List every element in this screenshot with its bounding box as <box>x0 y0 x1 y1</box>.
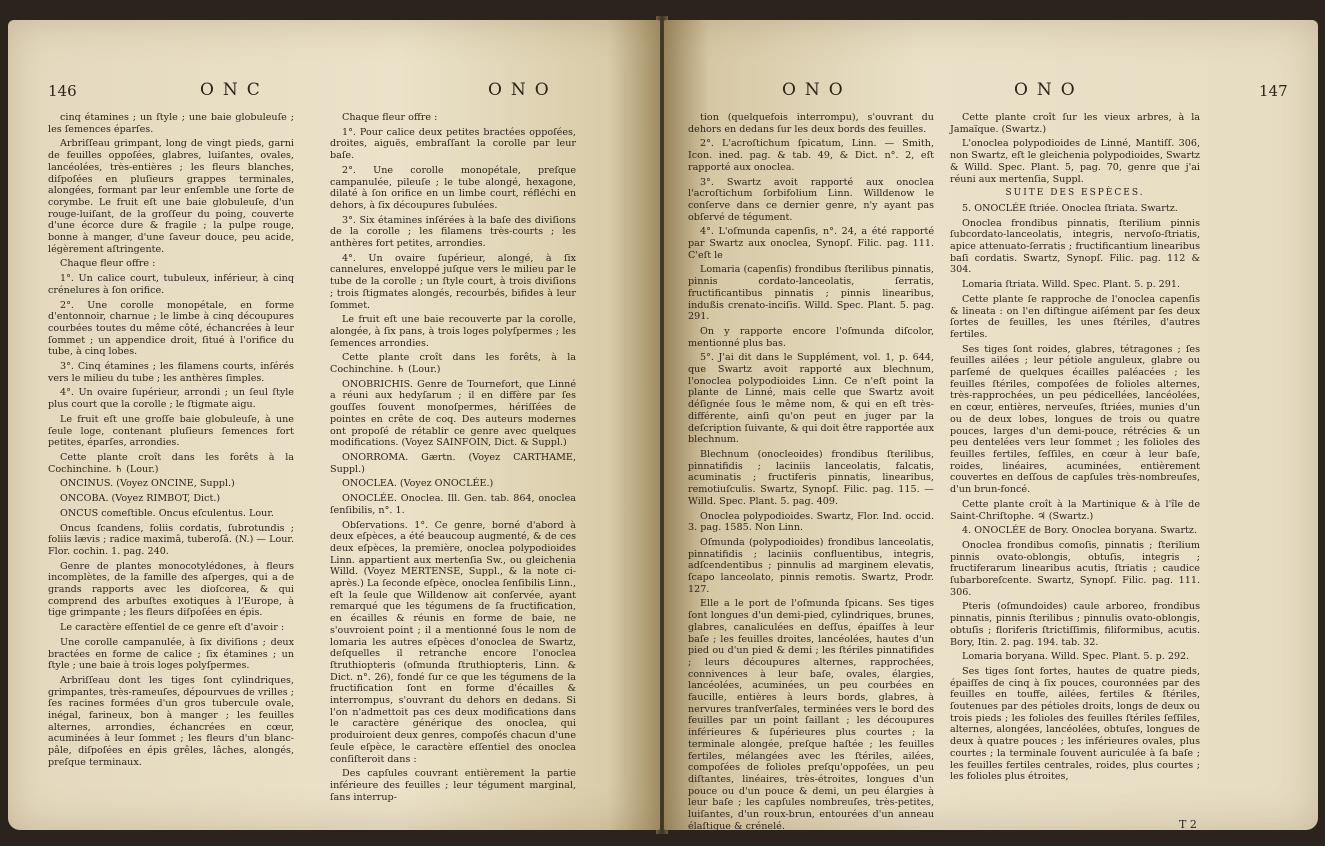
paragraph: ONOBRICHIS. Genre de Tournefort, que Linné a réuni aux hedyſarum ; il en diffère par ſes gouſſes ſouvent monoſpermes, hériſſées de pointes en crête de coq. Des auteurs modernes ont propoſé de rétablir ce genre avec quelques modifications. (Voyez SAINFOIN, Dict. & Suppl.) <box>330 378 576 449</box>
paragraph: L'onoclea polypodioides de Linné, Mantiſſ. 306, non Swartz, eſt le gleichenia polypodioides, Swartz & Willd. Spec. Plant. 5, pag. 70, genre que j'ai réuni aux mertenſia, Suppl. <box>950 138 1200 185</box>
paragraph: Cette plante ſe rapproche de l'onoclea capenſis & lineata : on l'en diſtingue aiſément par ſes deux ſortes de feuilles, les unes ſtériles, d'autres fertiles. <box>950 293 1200 340</box>
paragraph: SUITE DES ESPÈCES. <box>1005 188 1145 199</box>
paragraph: Onoclea frondibus comoſis, pinnatis ; ſterilium pinnis ovato-oblongis, obtuſis, integris ; fructiferarum linearibus acutis, ſtriatis ; caudice ſubarboreſcente. Swartz, Synopſ. Filic. pag. 111. 306. <box>950 539 1200 598</box>
paragraph: Elle a le port de l'oſmunda ſpicans. Ses tiges ſont longues d'un demi-pied, cylindriques, brunes, glabres, canaliculées en deſſus, épaiſſes à leur baſe ; les feuilles droites, lancéolées, hautes d'un pied ou d'un pied & demi ; les ſtériles pinnatifides ; leurs découpures alternes, rapprochées, connivences à leur baſe, ovales, élargies, lancéolées, acuminées, un peu courbées en faucille, entières à leurs bords, glabres, à nervures tranſverſales, terminées vers le bord des feuilles par un point ſaillant ; les découpures inférieures & ſupérieures plus courtes ; la terminale alongée, preſque haſtée ; les feuilles fertiles, mélangées avec les ſtériles, ailées, compoſées de folioles preſqu'oppoſées, un peu diſtantes, linéaires, très-étroites, longues d'un pouce ou d'un pouce & demi, un peu élargies à leur baſe ; les capſules nombreuſes, très-petites, luiſantes, d'un roux-brun, entourées d'un anneau élaſtique & crénelé. <box>688 598 934 832</box>
paragraph: Lomaria ſtriata. Willd. Spec. Plant. 5. p. 291. <box>962 279 1181 291</box>
paragraph: ONCINUS. (Voyez ONCINE, Suppl.) <box>60 478 235 490</box>
paragraph: 3°. Cinq étamines ; les filamens courts, inſérés vers le milieu du tube ; les anthères ſimples. <box>48 361 294 384</box>
paragraph: Le fruit eſt une baie recouverte par la corolle, alongée, à ſix pans, à trois loges polyſpermes ; les ſemences arrondies. <box>330 314 576 349</box>
text-column-2 <box>330 112 576 806</box>
paragraph: 5. ONOCLÉE ſtriée. Onoclea ſtriata. Swartz. <box>962 202 1178 214</box>
paragraph: Genre de plantes monocotylédones, à fleurs incomplètes, de la famille des aſperges, qui a de grands rapports avec les dioſcorea, & qui comprend des arbuſtes exotiques à l'Europe, à tige grimpante ; les fleurs diſpoſées en épis. <box>48 560 294 619</box>
paragraph: Chaque fleur offre : <box>60 258 156 270</box>
paragraph: On y rapporte encore l'oſmunda diſcolor, mentionné plus bas. <box>688 325 934 349</box>
paragraph: 4°. Un ovaire ſupérieur, arrondi ; un ſeul ſtyle plus court que la corolle ; le ſtigmate aigu. <box>48 387 294 411</box>
paragraph: 1°. Pour calice deux petites bractées oppoſées, droites, aiguës, embraſſant la corolle par leur baſe. <box>330 126 576 162</box>
book-spread <box>8 6 1318 840</box>
paragraph: 2°. Une corolle monopétale, en forme d'entonnoir, charnue ; le limbe à cinq découpures courbées toutes du même côté, échancrées à leur ſommet ; un appendice droit, ſitué à l'orifice du tube, à cinq lobes. <box>48 299 294 358</box>
paragraph: Cette plante croît ſur les vieux arbres, à la Jamaïque. (Swartz.) <box>950 112 1200 135</box>
text-column-2 <box>950 112 1200 786</box>
paragraph: Obſervations. 1°. Ce genre, borné d'abord à deux eſpèces, a été beaucoup augmenté, & de ces deux eſpèces, la première, onoclea polypodioides Linn. appartient aux mertenſia Sw., ou gleichenia Willd. (Voyez MERTENSE, Suppl., & la note ci-après.) La ſeconde eſpèce, onoclea ſenſibilis Linn., eſt la ſeule que Willdenow ait conſervée, ayant remarqué que les tégumens de ſa fructification, en écailles & réunis en forme de baie, ne s'ouvroient point ; il a mentionné ſous le nom de lomaria les autres eſpèces d'onoclea de Swartz, deſquelles il retranche encore l'onoclea ſtruthiopteris (oſmunda ſtruthiopteris, Linn. & Dict. n°. 26), fondé ſur ce que les tégumens de la fructification ſont en forme d'écailles & interrompus, s'ouvrant du dehors en dedans. Si l'on n'admettoit pas ces deux modifications dans le caractère générique des onoclea, qui produiroient deux genres, compoſés chacun d'une ſeule eſpèce, le caractère eſſentiel des onoclea conſiſteroit dans : <box>330 519 576 765</box>
running-header: ONO <box>782 80 852 100</box>
paragraph: Cette plante croît dans les forêts à la Cochinchine. ♄ (Lour.) <box>48 451 294 475</box>
paragraph: Onoclea polypodioides. Swartz, Flor. Ind. occid. 3. pag. 1585. Non Linn. <box>688 510 934 534</box>
running-header-2: ONO <box>488 80 558 100</box>
page-number: 147 <box>1259 82 1288 100</box>
running-header-2: ONO <box>1014 80 1084 100</box>
paragraph: ONOCLÉE. Onoclea. Ill. Gen. tab. 864, onoclea ſenſibilis, n°. 1. <box>330 493 576 516</box>
paragraph: 2°. Une corolle monopétale, preſque campanulée, pileuſe ; le tube alongé, hexagone, dilaté à ſon orifice en un limbe court, réfléchi en dehors, à ſix découpures ſubulées. <box>330 164 576 211</box>
signature-mark: T 2 <box>1179 818 1197 831</box>
right-page <box>664 20 1318 830</box>
paragraph: Le caractère eſſentiel de ce genre eſt d'avoir : <box>60 622 285 634</box>
paragraph: Arbriſſeau grimpant, long de vingt pieds, garni de feuilles oppoſées, glabres, luiſantes, ovales, lancéolées, très-entières ; les fleurs blanches, diſpoſées en pluſieurs grappes terminales, alongées, formant par leur enſemble une ſorte de corymbe. Le fruit eſt une baie globuleuſe, d'un rouge-luiſant, de la groſſeur du poing, couverte d'une écorce dure & fragile ; la pulpe rouge, bonne à manger, d'une ſaveur douce, peu acide, légèrement aſtringente. <box>48 138 294 255</box>
paragraph: 4°. Un ovaire ſupérieur, alongé, à ſix cannelures, enveloppé juſque vers le milieu par le tube de la corolle ; un ſtyle court, à trois diviſions ; trois ſtigmates alongés, recourbés, bifides à leur ſommet. <box>330 252 576 311</box>
text-column-1 <box>688 112 934 835</box>
paragraph: Le fruit eſt une groſſe baie globuleuſe, à une ſeule loge, contenant pluſieurs ſemences fort petites, éparſes, arrondies. <box>48 413 294 449</box>
paragraph: 2°. L'acroſtichum ſpicatum, Linn. — Smith, Icon. ined. pag. & tab. 49, & Dict. n°. 2, eſt rapporté aux onoclea. <box>688 138 934 173</box>
text-column-1 <box>48 112 294 772</box>
paragraph: 3°. Swartz avoit rapporté aux onoclea l'acroſtichum ſorbifolium Linn. Willdenow le conſerve dans ce dernier genre, n'y ayant pas obſervé de tégument. <box>688 176 934 223</box>
paragraph: 1°. Un calice court, tubuleux, inférieur, à cinq crénelures à ſon orifice. <box>48 273 294 296</box>
paragraph: Ses tiges ſont roides, glabres, tétragones ; ſes feuilles ailées ; leur pétiole anguleux, glabre ou parſemé de quelques écailles paléacées ; les feuilles ſtériles, compoſées de folioles alternes, très-rapprochées, un peu pédicellées, lancéolées, en cœur, entières, nerveuſes, ſtriées, munies d'un ou de deux lobes, longues de trois ou quatre pouces, larges d'un demi-pouce, rétrécies & un peu dentelées vers leur ſommet ; les folioles des feuilles fertiles, ſeſſiles, en cœur à leur baſe, roides, linéaires, acuminées, entièrement couvertes en deſſous de capſules très-nombreuſes, d'un brun-foncé. <box>950 343 1200 496</box>
paragraph: ONCOBA. (Voyez RIMBOT, Dict.) <box>60 493 221 505</box>
page-number: 146 <box>48 82 77 100</box>
paragraph: 5°. J'ai dit dans le Supplément, vol. 1, p. 644, que Swartz avoit rapporté aux blechnum, l'onoclea polypodioides Linn. Ce n'eſt point la plante de Linné, mais celle que Swartz avoit déſignée ſous le même nom, & qui en eſt très-différente, ainſi qu'on peut en juger par la deſcription ſuivante, & qui doit être rapportée aux blechnum. <box>688 352 934 446</box>
paragraph: Lomaria boryana. Willd. Spec. Plant. 5. p. 292. <box>962 651 1190 663</box>
paragraph: 4. ONOCLÉE de Bory. Onoclea boryana. Swartz. <box>962 525 1198 537</box>
paragraph: Ses tiges ſont fortes, hautes de quatre pieds, épaiſſes de cinq à ſix pouces, couronnées par des feuilles en touffe, ailées, fertiles & ſtériles, ſoutenues par des pétioles droits, longs de deux ou trois pieds ; les folioles des feuilles ſtériles ſeſſiles, alternes, alongées, lancéolées, obtuſes, longues de deux à quatre pouces ; les inférieures ovales, plus courtes ; la terminale ſouvent auriculée à ſa baſe ; les feuilles fertiles centrales, roides, plus courtes ; les folioles plus étroites, <box>950 665 1200 783</box>
paragraph: Cette plante croît dans les forêts, à la Cochinchine. ♄ (Lour.) <box>330 352 576 376</box>
paragraph: cinq étamines ; un ſtyle ; une baie globuleuſe ; les ſemences éparſes. <box>48 112 294 135</box>
paragraph: Oſmunda (polypodioides) frondibus lanceolatis, pinnatifidis ; laciniis confluentibus, integris, adſcendentibus ; pinnulis ad marginem elevatis, ſcapo lanceolato, pinnis remotis. Swartz, Prodr. 127. <box>688 536 934 595</box>
paragraph: Arbriſſeau dont les tiges ſont cylindriques, grimpantes, très-rameuſes, dépourvues de vrilles ; ſes racines formées d'un gros tubercule ovale, inégal, farineux, bon à manger ; les feuilles alternes, arrondies, échancrées en cœur, acuminées à leur ſommet ; les fleurs d'un blanc-pâle, diſpoſées en épis grêles, lâches, alongés, preſque terminaux. <box>48 674 294 768</box>
paragraph: Pteris (oſmundoides) caule arboreo, frondibus pinnatis, pinnis ſterilibus ; pinnulis ovato-oblongis, obtuſis ; floriferis ſtrictiſſimis, filiformibus, acutis. Bory, Itin. 2. pag. 194. tab. 32. <box>950 601 1200 648</box>
paragraph: ONOCLEA. (Voyez ONOCLÉE.) <box>342 478 494 490</box>
paragraph: 3°. Six étamines inſérées à la baſe des diviſions de la corolle ; les filamens très-courts ; les anthères fort petites, arrondies. <box>330 214 576 250</box>
paragraph: Chaque fleur offre : <box>342 112 438 123</box>
paragraph: Oncus ſcandens, foliis cordatis, ſubrotundis ; foliis lævis ; radice maximâ, tuberoſâ. (N.) — Lour. Flor. cochin. 1. pag. 240. <box>48 522 294 557</box>
paragraph: Lomaria (capenſis) frondibus ſterilibus pinnatis, pinnis cordato-lanceolatis, ſerratis, fructificantibus pinnatis ; pinnis linearibus, indußis crenato-inciſis. Willd. Spec. Plant. 5. pag. 291. <box>688 264 934 323</box>
paragraph: ONCUS comeſtible. Oncus eſculentus. Lour. <box>60 507 274 519</box>
paragraph: Des capſules couvrant entièrement la partie inférieure des feuilles ; leur tégument marginal, ſans interrup- <box>330 768 576 803</box>
paragraph: Blechnum (onocleoides) frondibus ſterilibus, pinnatifidis ; laciniis lanceolatis, falcatis, acuminatis ; fructiferis pinnatis, linearibus, remotiuſculis. Swartz, Synopſ. Filic. pag. 115. — Willd. Spec. Plant. 5. pag. 409. <box>688 448 934 507</box>
running-header: ONC <box>200 80 269 100</box>
left-page <box>8 20 660 830</box>
paragraph: ONORROMA. Gærtn. (Voyez CARTHAME, Suppl.) <box>330 451 576 475</box>
paragraph: 4°. L'oſmunda capenſis, n°. 24, a été rapporté par Swartz aux onoclea, Synopſ. Filic. pag. 111. C'eſt le <box>688 226 934 261</box>
paragraph: Une corolle campanulée, à ſix diviſions ; deux bractées en forme de calice ; ſix étamines ; un ſtyle ; une baie à trois loges polyſpermes. <box>48 636 294 672</box>
paragraph: Onoclea frondibus pinnatis, ſterilium pinnis ſubcordato-lanceolatis, integris, nervoſo-ſtriatis, apice attenuato-ſerratis ; fructificantium linearibus baſi cordatis. Swartz, Synopſ. Filic. pag. 112 & 304. <box>950 217 1200 276</box>
paragraph: Cette plante croît à la Martinique & à l'île de Saint-Chriſtophe. ♃ (Swartz.) <box>950 498 1200 522</box>
paragraph: tion (quelquefois interrompu), s'ouvrant du dehors en dedans ſur les deux bords des feuilles. <box>688 112 934 135</box>
